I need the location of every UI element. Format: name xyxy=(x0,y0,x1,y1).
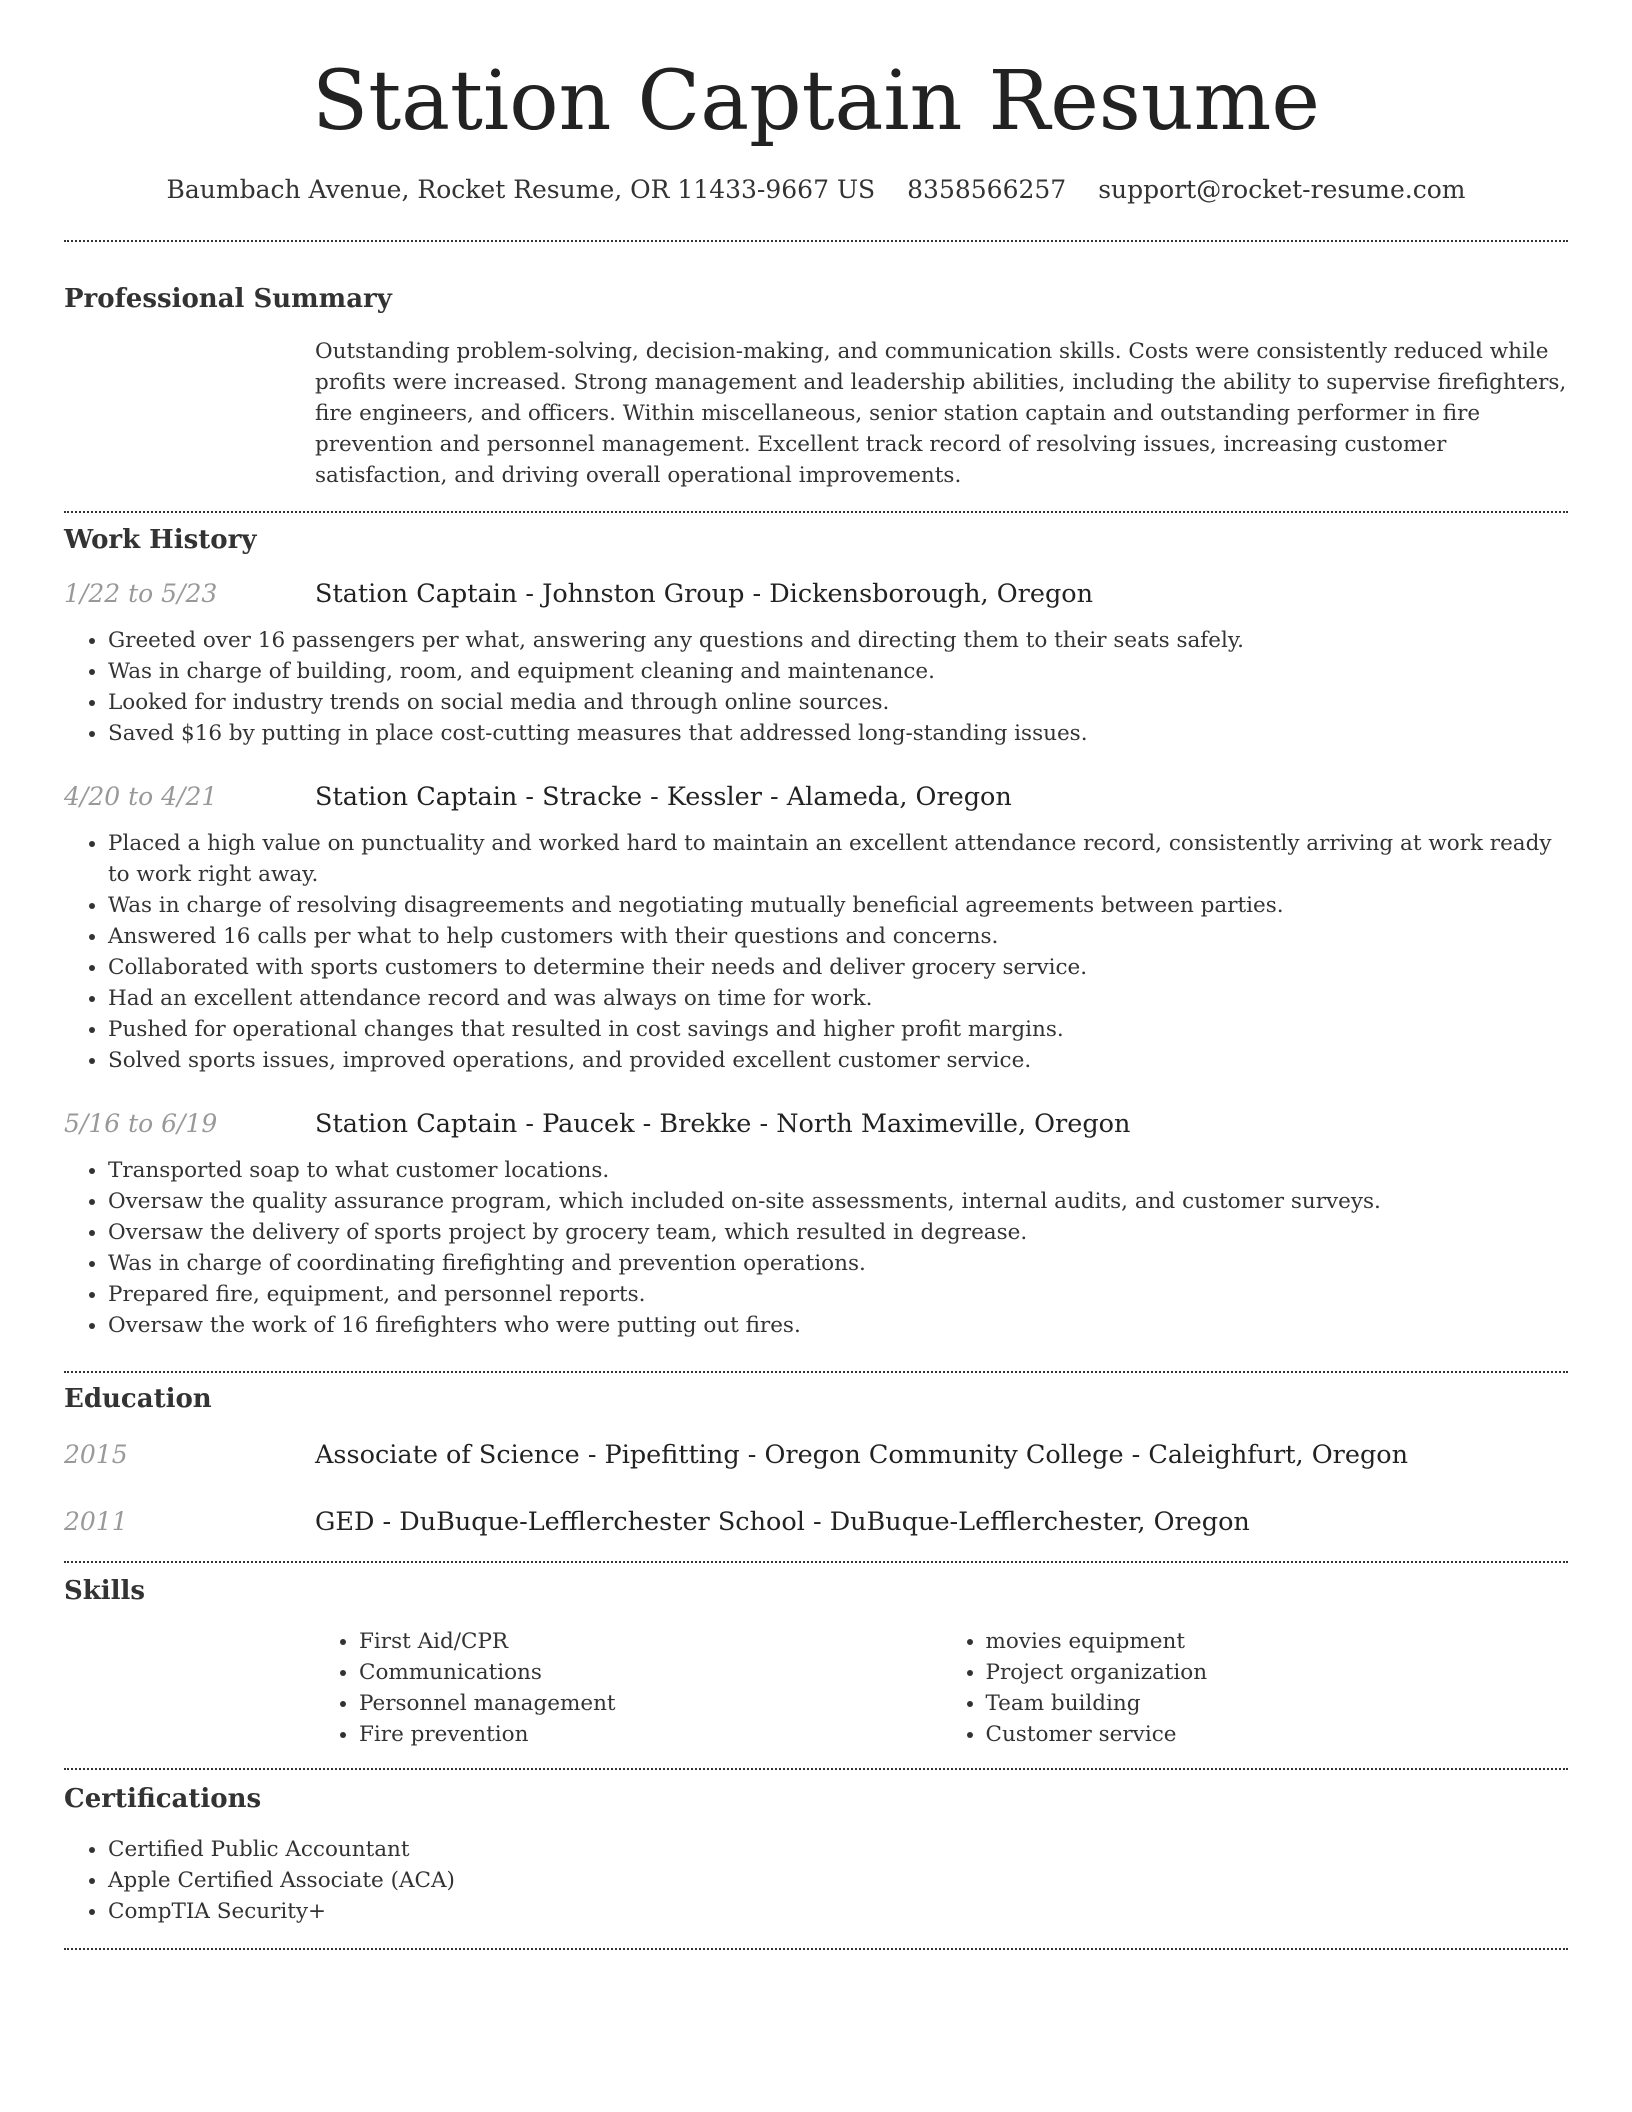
skills-section xyxy=(64,1574,1568,1750)
contact-email: support@rocket-resume.com xyxy=(1098,175,1466,204)
skills-grid xyxy=(315,1626,1568,1750)
resume-header xyxy=(64,52,1568,208)
job-bullets xyxy=(64,625,1568,749)
skill-item: • Project organization xyxy=(986,1657,1569,1688)
job-entry xyxy=(64,577,1568,749)
education-title: GED - DuBuque-Lefflerchester School - DuBuque-Lefflerchester, Oregon xyxy=(315,1507,1250,1537)
contact-address: Baumbach Avenue, Rocket Resume, OR 11433-9667 US xyxy=(166,175,876,204)
job-bullet: • Was in charge of coordinating firefighting and prevention operations. xyxy=(108,1248,1568,1279)
skill-item: • Personnel management xyxy=(359,1688,942,1719)
job-bullet: • Was in charge of resolving disagreements and negotiating mutually beneficial agreements between parties. xyxy=(108,890,1568,921)
skills-list-right xyxy=(942,1626,1569,1750)
job-date: 5/16 to 6/19 xyxy=(64,1109,218,1138)
job-date: 1/22 to 5/23 xyxy=(64,579,218,608)
job-entry xyxy=(64,780,1568,1076)
job-bullet: • Looked for industry trends on social media and through online sources. xyxy=(108,687,1568,718)
education-date: 2015 xyxy=(64,1440,128,1469)
certification-item: • CompTIA Security+ xyxy=(108,1896,1568,1927)
education-entry xyxy=(64,1438,1568,1472)
certification-item: • Apple Certified Associate (ACA) xyxy=(108,1865,1568,1896)
job-bullet: • Transported soap to what customer locations. xyxy=(108,1155,1568,1186)
job-bullets xyxy=(64,1155,1568,1341)
job-bullet: • Answered 16 calls per what to help customers with their questions and concerns. xyxy=(108,921,1568,952)
job-bullet: • Prepared fire, equipment, and personnel reports. xyxy=(108,1279,1568,1310)
education-heading: Education xyxy=(64,1384,212,1414)
skill-item: • Fire prevention xyxy=(359,1719,942,1750)
job-bullet: • Greeted over 16 passengers per what, answering any questions and directing them to their seats safely. xyxy=(108,625,1568,656)
job-bullet: • Was in charge of building, room, and equipment cleaning and maintenance. xyxy=(108,656,1568,687)
section-divider xyxy=(64,511,1568,513)
certifications-heading: Certifications xyxy=(64,1784,262,1814)
skills-list-left xyxy=(315,1626,942,1750)
job-date: 4/20 to 4/21 xyxy=(64,782,218,811)
skill-item: • Communications xyxy=(359,1657,942,1688)
skills-heading: Skills xyxy=(64,1576,146,1606)
job-entry xyxy=(64,1107,1568,1341)
section-divider xyxy=(64,1561,1568,1563)
work-history-heading: Work History xyxy=(64,525,257,555)
work-history-section xyxy=(64,523,1568,1341)
job-bullet: • Had an excellent attendance record and was always on time for work. xyxy=(108,983,1568,1014)
education-entry xyxy=(64,1505,1568,1539)
section-divider xyxy=(64,1768,1568,1770)
job-title: Station Captain - Stracke - Kessler - Alameda, Oregon xyxy=(315,782,1012,812)
section-divider xyxy=(64,1371,1568,1373)
skill-item: • movies equipment xyxy=(986,1626,1569,1657)
job-bullet: • Oversaw the delivery of sports project by grocery team, which resulted in degrease. xyxy=(108,1217,1568,1248)
summary-text: Outstanding problem-solving, decision-making, and communication skills. Costs were consistently reduced while profits were increased. Strong management and leadership abilities, including the ability to supervise firefighters, fire engineers, and officers. Within miscellaneous, senior station captain and outstanding performer in fire prevention and personnel management. Excellent track record of resolving issues, increasing customer satisfaction, and driving overall operational improvements. xyxy=(315,339,1567,488)
section-divider xyxy=(64,240,1568,242)
summary-heading: Professional Summary xyxy=(64,284,392,314)
job-bullet: • Collaborated with sports customers to determine their needs and deliver grocery service. xyxy=(108,952,1568,983)
skill-item: • Customer service xyxy=(986,1719,1569,1750)
job-title: Station Captain - Johnston Group - Dickensborough, Oregon xyxy=(315,579,1094,609)
certifications-list xyxy=(64,1834,1568,1927)
section-divider xyxy=(64,1948,1568,1950)
job-bullet: • Oversaw the work of 16 firefighters who were putting out fires. xyxy=(108,1310,1568,1341)
skill-item: • Team building xyxy=(986,1688,1569,1719)
job-bullet: • Oversaw the quality assurance program, which included on-site assessments, internal audits, and customer surveys. xyxy=(108,1186,1568,1217)
education-title: Associate of Science - Pipefitting - Oregon Community College - Caleighfurt, Oregon xyxy=(315,1440,1409,1470)
job-bullets xyxy=(64,828,1568,1076)
job-bullet: • Solved sports issues, improved operations, and provided excellent customer service. xyxy=(108,1045,1568,1076)
education-section xyxy=(64,1382,1568,1539)
education-date: 2011 xyxy=(64,1507,128,1536)
summary-section xyxy=(64,282,1568,491)
contact-line xyxy=(64,172,1568,208)
skill-item: • First Aid/CPR xyxy=(359,1626,942,1657)
contact-phone: 8358566257 xyxy=(907,175,1067,204)
job-bullet: • Pushed for operational changes that resulted in cost savings and higher profit margins. xyxy=(108,1014,1568,1045)
job-bullet: • Placed a high value on punctuality and worked hard to maintain an excellent attendance record, consistently arriving at work ready to work right away. xyxy=(108,828,1568,890)
job-title: Station Captain - Paucek - Brekke - North Maximeville, Oregon xyxy=(315,1109,1131,1139)
job-bullet: • Saved $16 by putting in place cost-cutting measures that addressed long-standing issues. xyxy=(108,718,1568,749)
certification-item: • Certified Public Accountant xyxy=(108,1834,1568,1865)
certifications-section xyxy=(64,1782,1568,1927)
resume-title: Station Captain Resume xyxy=(312,54,1320,149)
